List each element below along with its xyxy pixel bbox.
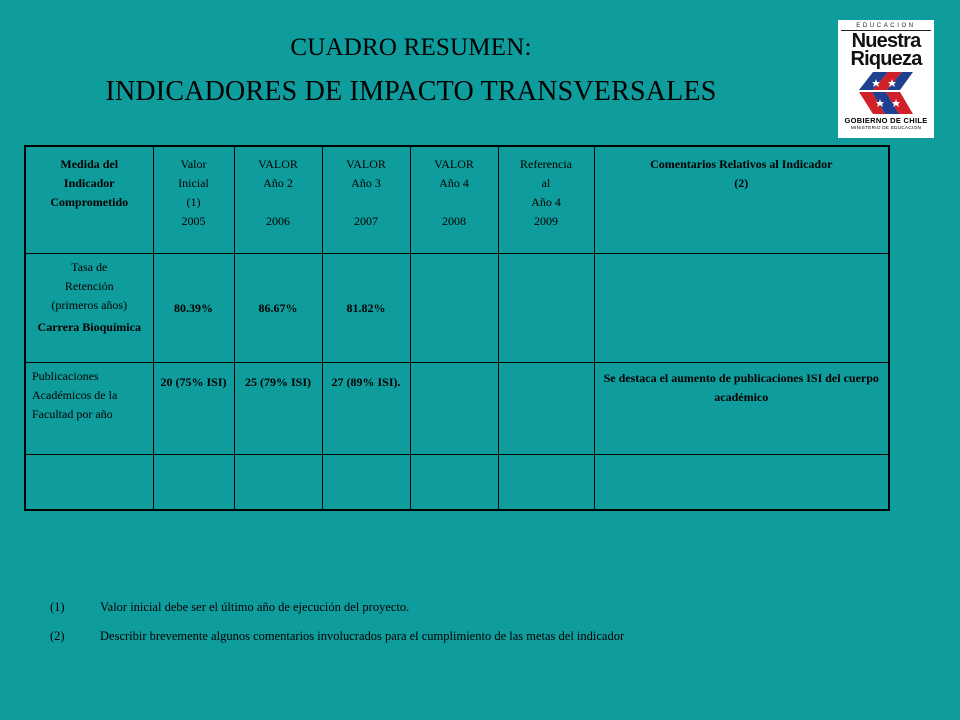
- row1-value-2006: 86.67%: [234, 254, 322, 363]
- indicators-table: [24, 145, 890, 511]
- footnote-1: (1) Valor inicial debe ser el último año de ejecución del proyecto.: [50, 600, 410, 614]
- row1-value-2005: 80.39%: [153, 254, 234, 363]
- row3-empty-cell: [498, 455, 594, 511]
- header-initial-value: Valor Inicial (1) 2005: [153, 146, 234, 254]
- row1-value-2007: 81.82%: [322, 254, 410, 363]
- row1-measure-sub: Carrera Bioquímica: [37, 320, 141, 334]
- row1-value-2008: [410, 254, 498, 363]
- row2-value-2005: 20 (75% ISI): [153, 363, 234, 455]
- row1-comment: [594, 254, 889, 363]
- row1-value-2009: [498, 254, 594, 363]
- row3-empty-cell: [322, 455, 410, 511]
- page-title: CUADRO RESUMEN:: [290, 34, 532, 61]
- page-subtitle: INDICADORES DE IMPACTO TRANSVERSALES: [105, 76, 717, 107]
- row1-measure: Tasa de Retención (primeros años) Carrera Bioquímica: [25, 254, 153, 363]
- row2-value-2008: [410, 363, 498, 455]
- row2-value-2009: [498, 363, 594, 455]
- row3-empty-cell: [410, 455, 498, 511]
- row2-value-2006: 25 (79% ISI): [234, 363, 322, 455]
- header-measure: Medida del Indicador Comprometido: [25, 146, 153, 254]
- row3-empty-cell: [594, 455, 889, 511]
- logo-brand-line2: Riqueza: [850, 48, 922, 70]
- star-mosaic-icon: [857, 70, 915, 116]
- row3-empty-cell: [234, 455, 322, 511]
- logo-government-label: GOBIERNO DE CHILE: [844, 116, 928, 125]
- header-year4: VALOR Año 4 2008: [410, 146, 498, 254]
- row2-value-2007: 27 (89% ISI).: [322, 363, 410, 455]
- nuestra-riqueza-logo: [838, 20, 934, 138]
- row2-measure: Publicaciones Académicos de la Facultad por año: [25, 363, 153, 455]
- table-row: [25, 254, 889, 363]
- header-year3: VALOR Año 3 2007: [322, 146, 410, 254]
- logo-education-label: EDUCACION: [841, 22, 931, 31]
- header-comments: Comentarios Relativos al Indicador (2): [594, 146, 889, 254]
- row3-empty-cell: [153, 455, 234, 511]
- row3-empty-cell: [25, 455, 153, 511]
- logo-ministry-label: MINISTERIO DE EDUCACION: [850, 125, 922, 130]
- table-row: [25, 363, 889, 455]
- table-header-row: [25, 146, 889, 254]
- footnotes: [50, 600, 624, 658]
- header-year2: VALOR Año 2 2006: [234, 146, 322, 254]
- header-reference: Referencia al Año 4 2009: [498, 146, 594, 254]
- table-row: [25, 455, 889, 511]
- row2-comment: Se destaca el aumento de publicaciones ISI del cuerpo académico: [594, 363, 889, 455]
- logo-brand-line1: Nuestra: [851, 30, 921, 52]
- footnote-2: (2) Describir brevemente algunos comentarios involucrados para el cumplimiento de las metas del indicador: [50, 629, 625, 643]
